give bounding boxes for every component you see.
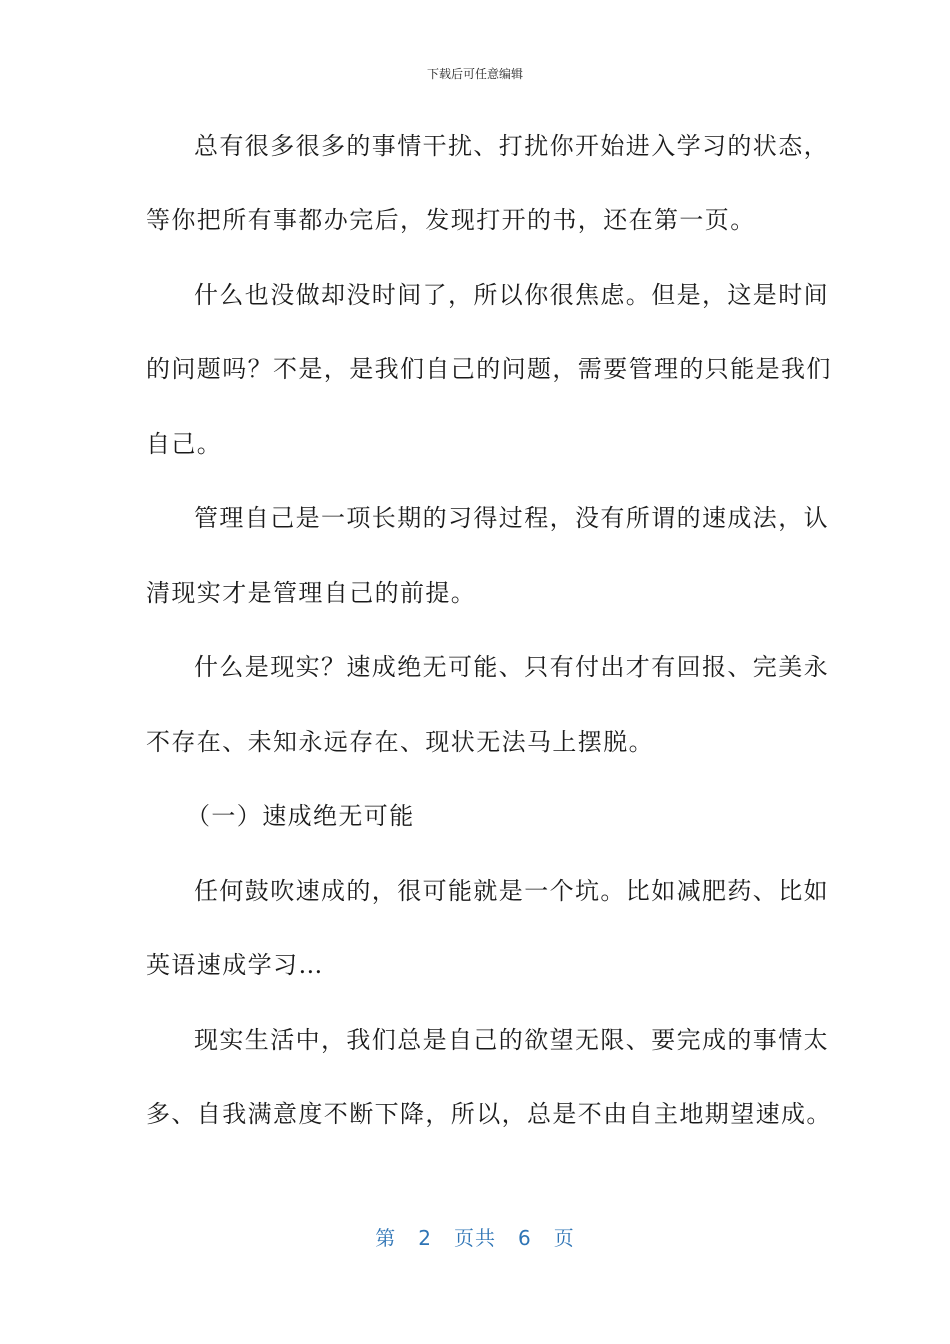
footer-total-word: 页共 xyxy=(454,1226,496,1250)
paragraph-1-line-2: 等你把所有事都办完后，发现打开的书，还在第一页。 xyxy=(146,206,756,234)
paragraph-2-line-1: 什么也没做却没时间了，所以你很焦虑。但是，这是时间 xyxy=(194,281,829,309)
paragraph-1-line-1: 总有很多很多的事情干扰、打扰你开始进入学习的状态， xyxy=(194,132,829,160)
paragraph-4-line-2: 不存在、未知永远存在、现状无法马上摆脱。 xyxy=(146,728,654,756)
paragraph-6-line-2: 英语速成学习… xyxy=(146,951,324,979)
paragraph-4-line-1: 什么是现实？速成绝无可能、只有付出才有回报、完美永 xyxy=(194,653,829,681)
paragraph-2-line-2: 的问题吗？不是，是我们自己的问题，需要管理的只能是我们 xyxy=(146,355,832,383)
paragraph-6-line-1: 任何鼓吹速成的，很可能就是一个坑。比如减肥药、比如 xyxy=(194,877,829,905)
footer-page-total: 6 xyxy=(518,1226,532,1250)
footer-page-number: 2 xyxy=(418,1226,432,1250)
footer-page-word: 第 xyxy=(375,1226,397,1250)
page-footer xyxy=(0,1224,950,1252)
page-header: 下载后可任意编辑 xyxy=(426,67,523,81)
paragraph-7-line-2: 多、自我满意度不断下降，所以，总是不由自主地期望速成。 xyxy=(146,1100,832,1128)
paragraph-3-line-1: 管理自己是一项长期的习得过程，没有所谓的速成法，认 xyxy=(194,504,829,532)
paragraph-3-line-2: 清现实才是管理自己的前提。 xyxy=(146,579,477,607)
paragraph-2-line-3: 自己。 xyxy=(146,430,223,458)
footer-end-word: 页 xyxy=(553,1226,575,1250)
paragraph-7-line-1: 现实生活中，我们总是自己的欲望无限、要完成的事情太 xyxy=(194,1026,829,1054)
section-heading: （一）速成绝无可能 xyxy=(186,802,415,830)
